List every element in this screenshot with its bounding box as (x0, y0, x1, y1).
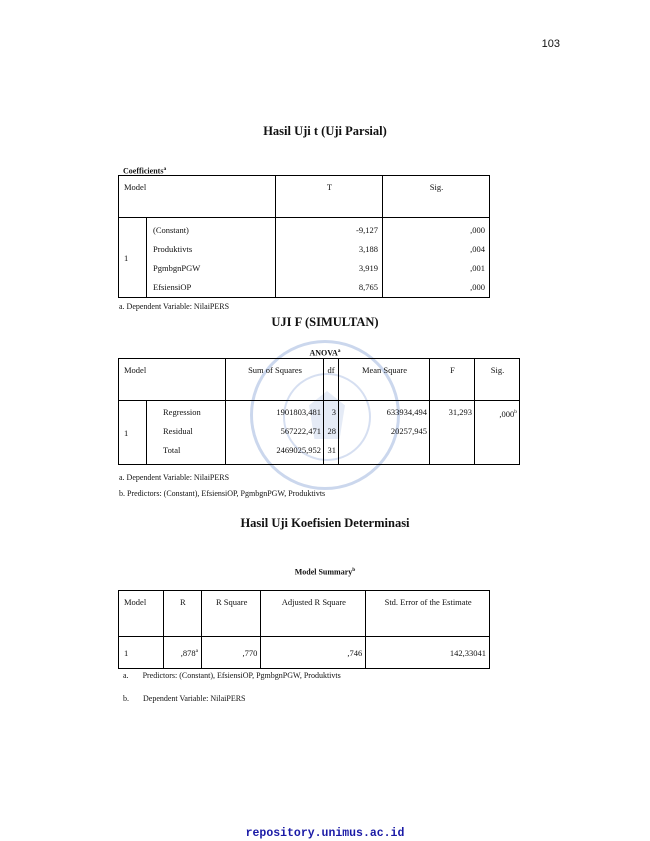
page-number: 103 (541, 38, 560, 50)
header-t: T (276, 176, 383, 218)
f-value: 31,293 (430, 401, 475, 465)
mean-square-values: 633934,494 20257,945 (339, 401, 430, 465)
header-r-square: R Square (202, 591, 261, 637)
source-names: Regression Residual Total (147, 401, 226, 465)
determinasi-heading: Hasil Uji Koefisien Determinasi (240, 516, 410, 530)
anova-note-a: a. Dependent Variable: NilaiPERS (119, 473, 230, 482)
header-f: F (430, 359, 475, 401)
std-error-value: 142,33041 (366, 637, 490, 669)
coefficients-table (118, 175, 490, 298)
header-adjusted-r-square: Adjusted R Square (261, 591, 366, 637)
header-model: Model (119, 176, 276, 218)
model-summary-caption: Model Summary$^b$ (294, 567, 356, 577)
header-r: R (163, 591, 201, 637)
model-summary-table (118, 590, 490, 669)
uji-f-heading: UJI F (SIMULTAN) (271, 315, 379, 329)
anova-table (118, 358, 520, 465)
header-model: Model (119, 359, 226, 401)
model-number: 1 (119, 637, 164, 669)
model-number: 1 (119, 218, 147, 298)
header-std-error: Std. Error of the Estimate (366, 591, 490, 637)
header-sum-of-squares: Sum of Squares (226, 359, 324, 401)
r-value: ,878$^a$ (163, 637, 201, 669)
sig-value: ,000$^b$ (475, 401, 520, 465)
uji-t-heading: Hasil Uji t (Uji Parsial) (263, 124, 387, 138)
anova-caption: ANOVA$^a$ (309, 348, 341, 358)
model-number: 1 (119, 401, 147, 465)
predictor-names: (Constant) Produktivts PgmbgnPGW EfsiensiOP (147, 218, 276, 298)
header-model: Model (119, 591, 164, 637)
r-square-value: ,770 (202, 637, 261, 669)
header-sig: Sig. (475, 359, 520, 401)
header-mean-square: Mean Square (339, 359, 430, 401)
header-df: df (324, 359, 339, 401)
repository-footer: repository.unimus.ac.id (245, 827, 405, 840)
sig-values: ,000 ,004 ,001 ,000 (383, 218, 490, 298)
model-summary-note-b: b. Dependent Variable: NilaiPERS (123, 694, 246, 703)
anova-note-b: b. Predictors: (Constant), EfsiensiOP, PgmbgnPGW, Produktivts (119, 489, 326, 498)
coefficients-caption: Coefficients$^a$ (123, 166, 167, 176)
coefficients-note: a. Dependent Variable: NilaiPERS (119, 302, 230, 311)
df-values: 3 28 31 (324, 401, 339, 465)
sum-of-squares-values: 1901803,481 567222,471 2469025,952 (226, 401, 324, 465)
header-sig: Sig. (383, 176, 490, 218)
t-values: -9,127 3,188 3,919 8,765 (276, 218, 383, 298)
adjusted-r-square-value: ,746 (261, 637, 366, 669)
model-summary-note-a: a. Predictors: (Constant), EfsiensiOP, PgmbgnPGW, Produktivts (123, 671, 341, 680)
